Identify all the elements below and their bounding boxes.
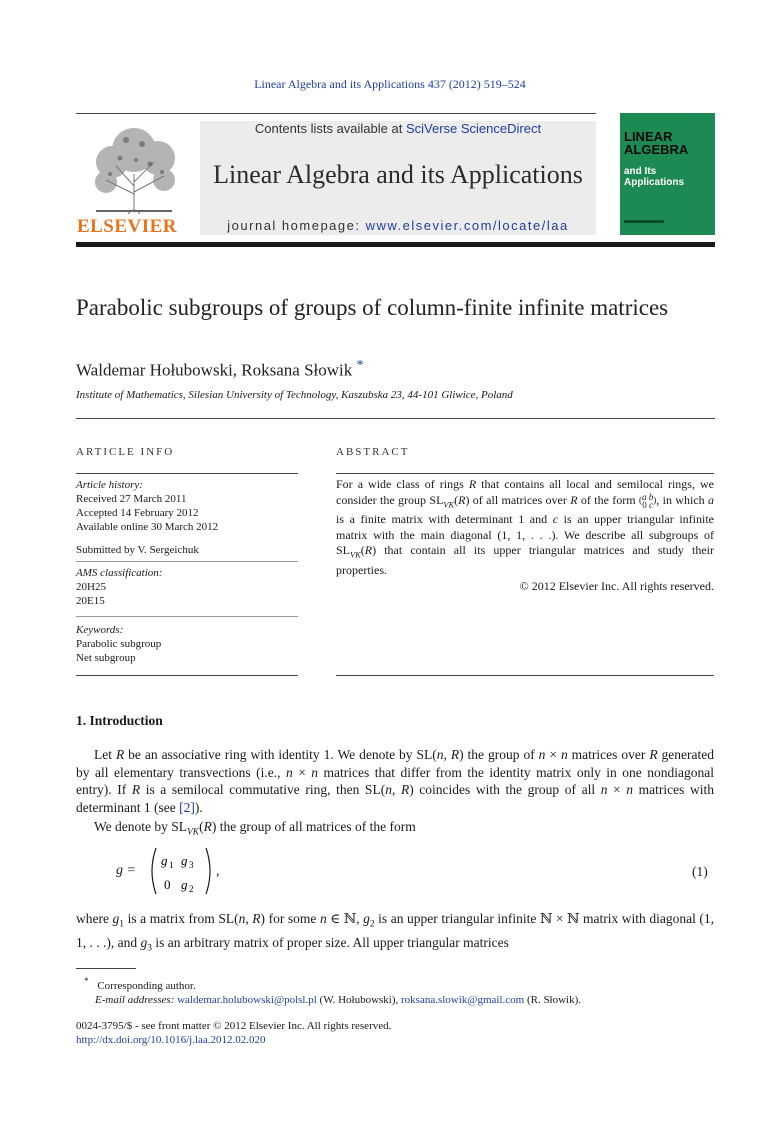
svg-text:g: g bbox=[181, 877, 188, 892]
keyword-1: Parabolic subgroup bbox=[76, 638, 162, 650]
svg-text:0: 0 bbox=[164, 877, 171, 892]
article-info-bottom-rule bbox=[76, 675, 298, 676]
svg-text:g: g bbox=[181, 853, 188, 868]
homepage-prefix: journal homepage: bbox=[227, 218, 366, 233]
section-heading-introduction: 1. Introduction bbox=[76, 713, 163, 728]
publisher-name: ELSEVIER bbox=[76, 216, 178, 237]
submitted-by: Submitted by V. Sergeichuk bbox=[76, 544, 199, 556]
intro-paragraph-2: We denote by $SL_{VK}(R)$ the group of all matrices of the form bbox=[94, 819, 416, 838]
history-label: Article history: bbox=[76, 479, 143, 491]
doi-link[interactable]: http://dx.doi.org/10.1016/j.laa.2012.02.020 bbox=[76, 1034, 266, 1046]
homepage-line bbox=[200, 218, 596, 233]
authors bbox=[76, 357, 364, 381]
ams-rule bbox=[76, 616, 298, 617]
article-info-rule bbox=[76, 473, 298, 474]
svg-text:g: g bbox=[161, 853, 168, 868]
cover-stripe bbox=[624, 220, 664, 223]
block-matrix bbox=[148, 846, 214, 896]
email-link-1[interactable]: waldemar.holubowski@polsl.pl bbox=[177, 993, 317, 1006]
received-date: Received 27 March 2011 bbox=[76, 493, 187, 505]
corresponding-author-mark[interactable]: * bbox=[356, 357, 364, 373]
equation-number: (1) bbox=[692, 864, 708, 879]
cover-title bbox=[624, 130, 714, 156]
journal-reference[interactable]: Linear Algebra and its Applications 437 (2012) 519–524 bbox=[254, 77, 526, 91]
cover-subtitle-line-1: and Its bbox=[624, 166, 657, 177]
ams-code-1: 20H25 bbox=[76, 581, 106, 593]
cover-subtitle-line-2: Applications bbox=[624, 177, 685, 188]
keyword-2: Net subgroup bbox=[76, 652, 136, 664]
abstract-bottom-rule bbox=[336, 675, 714, 676]
accepted-date: Accepted 14 February 2012 bbox=[76, 507, 199, 519]
cover-title-line-1: LINEAR bbox=[624, 129, 673, 144]
journal-title: Linear Algebra and its Applications bbox=[213, 160, 583, 189]
svg-text:2: 2 bbox=[189, 884, 194, 894]
header-bottom-rule bbox=[76, 242, 715, 247]
abstract-copyright: © 2012 Elsevier Inc. All rights reserved. bbox=[519, 578, 714, 593]
citation-2[interactable]: [2] bbox=[179, 799, 195, 815]
equation-lhs: g = bbox=[116, 863, 136, 878]
abstract-heading: ABSTRACT bbox=[336, 446, 410, 458]
online-date: Available online 30 March 2012 bbox=[76, 521, 219, 533]
contents-prefix: Contents lists available at bbox=[254, 121, 406, 136]
article-history bbox=[76, 478, 218, 534]
intro-paragraph-1: Let R be an associative ring with identity 1. We denote by SL(n, R) the group of n × n matrices over R generated by all elementary transvections (i.e., n × n matrices that differ from the identity matrix only in one nondiagonal entry). If R is a semilocal commutative ring, then SL(n, R) coincides with the group of all n × n matrices with determinant 1 (see [2]). bbox=[76, 747, 715, 815]
author-names: Waldemar Hołubowski, Roksana Słowik bbox=[76, 360, 353, 380]
email-link-2[interactable]: roksana.slowik@gmail.com bbox=[401, 993, 525, 1006]
keywords bbox=[76, 623, 161, 665]
issn-block bbox=[76, 1019, 391, 1047]
svg-text:1: 1 bbox=[169, 860, 174, 870]
svg-text:3: 3 bbox=[189, 860, 194, 870]
cover-title-line-2: ALGEBRA bbox=[624, 142, 689, 157]
email-label: E-mail addresses: bbox=[95, 993, 175, 1006]
cover-subtitle bbox=[624, 166, 714, 188]
email-owner-2: (R. Słowik). bbox=[526, 993, 582, 1006]
ams-label: AMS classification: bbox=[76, 567, 163, 579]
footnote-rule bbox=[76, 968, 136, 969]
header-top-rule bbox=[76, 113, 596, 114]
abstract-text: For a wide class of rings R that contains all local and semilocal rings, we consider the group $SL_{VK}(R)$ of all matrices over R of the form (a b 0 c), in which a is a finite matrix with determinant 1 and c is an upper triangular infinite matrix with the main diagonal (1, 1, . . .). We describe all subgroups of $SL_{VK}(R)$ that contain all its upper triangular matrices and study their properties. © 2012 Elsevier Inc. All rights reserved. bbox=[336, 477, 714, 593]
affiliation-rule bbox=[76, 418, 715, 419]
sciencedirect-link[interactable]: SciVerse ScienceDirect bbox=[405, 121, 542, 136]
corresponding-author-note bbox=[84, 974, 581, 993]
footnote-mark: * bbox=[84, 976, 89, 986]
affiliation: Institute of Mathematics, Silesian University of Technology, Kaszubska 23, 44-101 Gliwice, Poland bbox=[76, 389, 513, 401]
contents-line bbox=[200, 121, 596, 136]
email-addresses bbox=[84, 993, 581, 1007]
intro-paragraph-3: where $g_1$ is a matrix from SL(n, R) for some n ∈ ℕ, $g_2$ is an upper triangular infinite ℕ × ℕ matrix with diagonal (1, 1, . . .), and $g_3$ is an arbitrary matrix of proper size. All upper triangular matrices bbox=[76, 911, 715, 954]
footnote-label: Corresponding author. bbox=[97, 979, 196, 992]
email-owner-1: (W. Hołubowski), bbox=[319, 993, 399, 1006]
homepage-link[interactable]: www.elsevier.com/locate/laa bbox=[365, 218, 569, 233]
ams-code-2: 20E15 bbox=[76, 595, 105, 607]
article-info-heading: ARTICLE INFO bbox=[76, 446, 175, 458]
submitted-rule bbox=[76, 561, 298, 562]
equation-comma: , bbox=[216, 864, 220, 879]
ams-classification bbox=[76, 566, 162, 608]
issn-line: 0024-3795/$ - see front matter © 2012 Elsevier Inc. All rights reserved. bbox=[76, 1020, 392, 1032]
abstract-rule bbox=[336, 473, 714, 474]
keywords-label: Keywords: bbox=[76, 624, 124, 636]
footnote bbox=[84, 974, 581, 1007]
article-title: Parabolic subgroups of groups of column-finite infinite matrices bbox=[76, 295, 669, 320]
